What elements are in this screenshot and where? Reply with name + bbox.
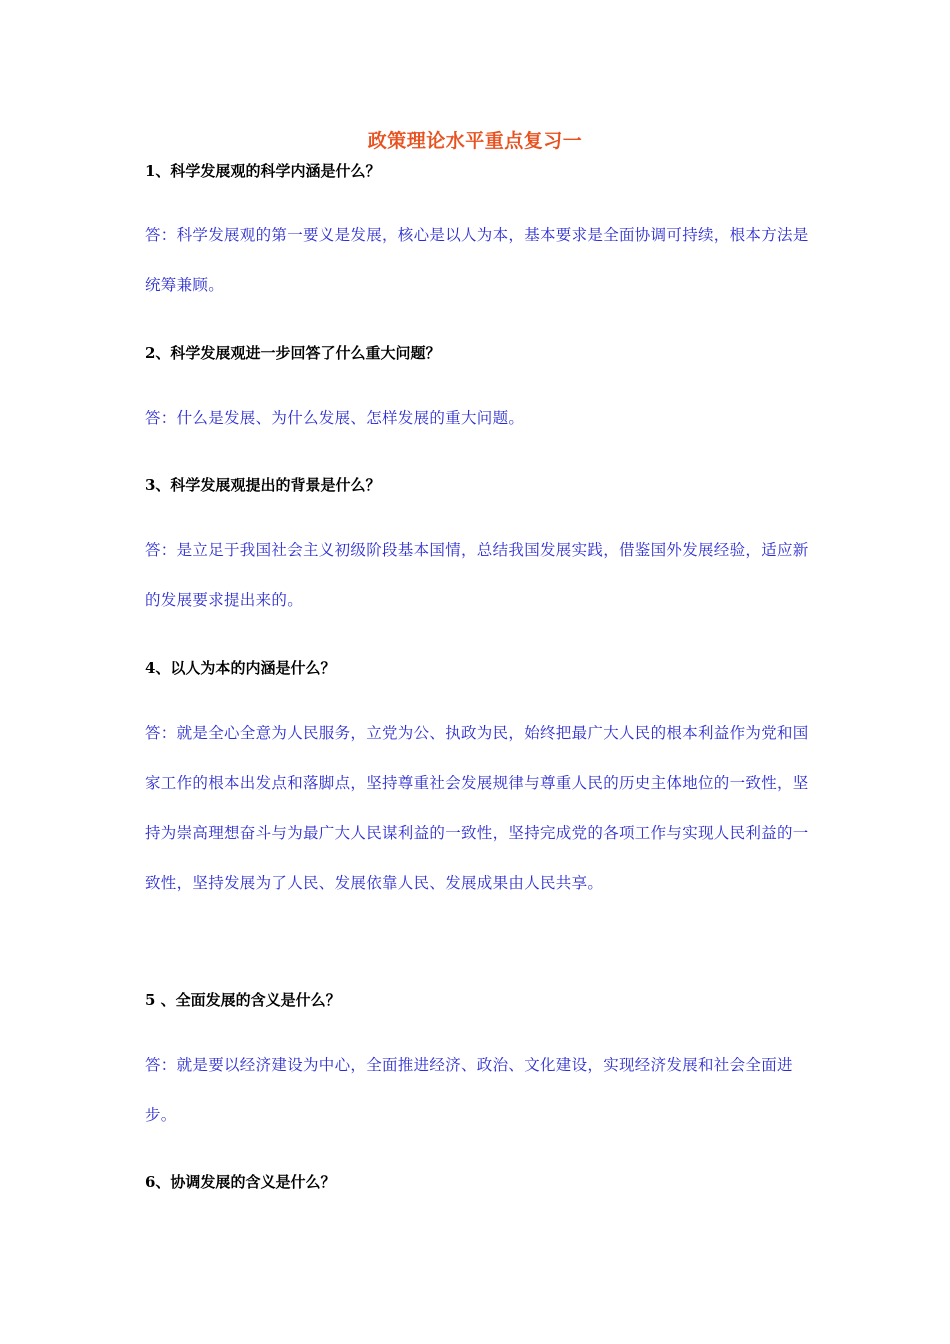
answer-4: 答：就是全心全意为人民服务，立党为公、执政为民，始终把最广大人民的根本利益作为党和国家工作的根本出发点和落脚点，坚持尊重社会发展规律与尊重人民的历史主体地位的一致性，坚持为崇高理想奋斗与为最广大人民谋利益的一致性，坚持完成党的各项工作与实现人民利益的一致性，坚持发展为了人民、发展依靠人民、发展成果由人民共享。 — [145, 724, 809, 892]
question-4: 4、以人为本的内涵是什么？ — [145, 659, 336, 677]
answer-1: 答：科学发展观的第一要义是发展，核心是以人为本，基本要求是全面协调可持续，根本方法是统筹兼顾。 — [145, 226, 809, 294]
question-5: 5 、全面发展的含义是什么？ — [145, 991, 341, 1009]
answer-3: 答：是立足于我国社会主义初级阶段基本国情，总结我国发展实践，借鉴国外发展经验，适应新的发展要求提出来的。 — [145, 541, 809, 609]
answer-5: 答：就是要以经济建设为中心，全面推进经济、政治、文化建设，实现经济发展和社会全面进步。 — [145, 1056, 793, 1124]
document-title: 政策理论水平重点复习一 — [367, 130, 583, 152]
question-6: 6、协调发展的含义是什么？ — [145, 1173, 336, 1191]
answer-2: 答：什么是发展、为什么发展、怎样发展的重大问题。 — [145, 409, 525, 427]
question-3: 3、科学发展观提出的背景是什么？ — [145, 476, 381, 494]
question-2: 2、科学发展观进一步回答了什么重大问题？ — [145, 344, 441, 362]
question-1: 1、科学发展观的科学内涵是什么？ — [145, 162, 381, 180]
